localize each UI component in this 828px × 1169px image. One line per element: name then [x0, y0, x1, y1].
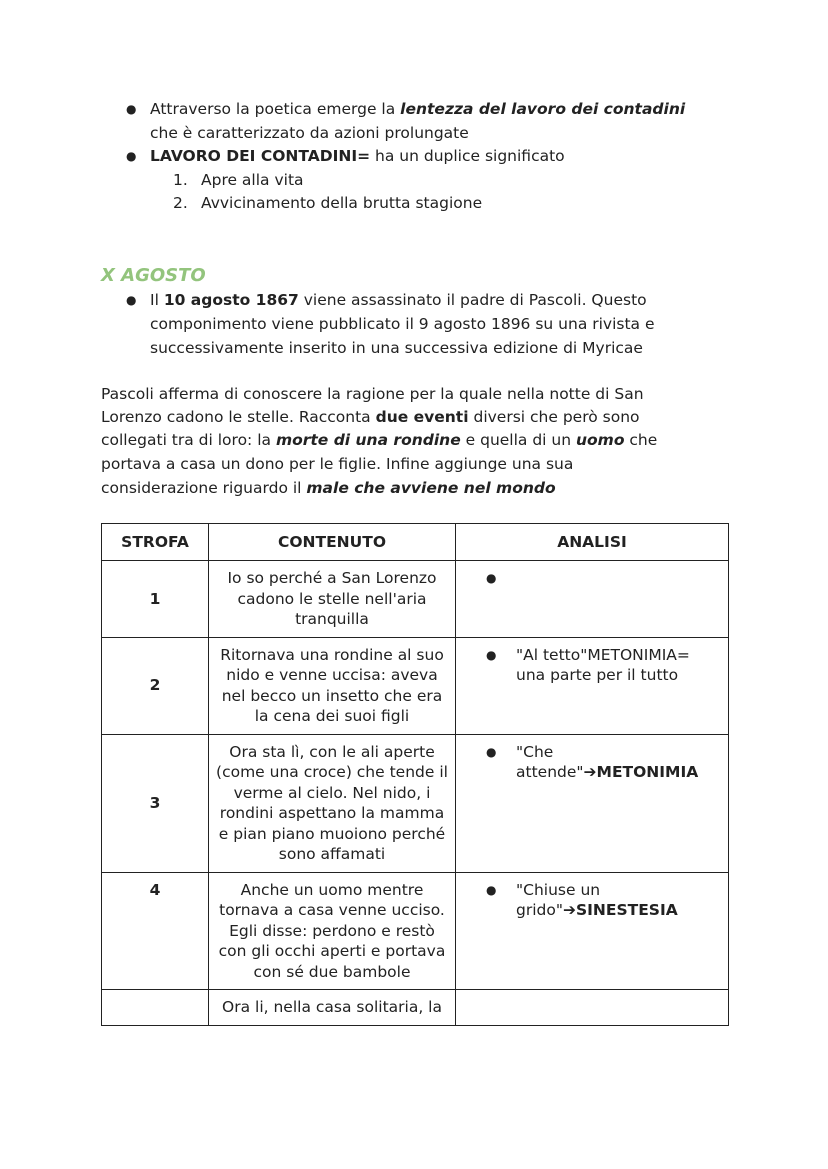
strofa-cell: 1	[102, 561, 209, 638]
bullet-icon: ●	[126, 102, 137, 116]
table-row	[102, 734, 729, 872]
strofe-table	[101, 523, 729, 1026]
contenuto-cell: Ritornava una rondine al suo nido e venne uccisa: aveva nel becco un insetto che era la cena dei suoi figli	[209, 637, 456, 734]
analisi-cell: ● "Al tetto"METONIMIA= una parte per il tutto	[456, 637, 729, 734]
bullet-item-continuation: che è caratterizzato da azioni prolungate	[150, 124, 469, 142]
strofa-cell: 3	[102, 734, 209, 872]
analisi-cell: ● "Chiuse un grido"➔SINESTESIA	[456, 872, 729, 990]
analisi-cell	[456, 561, 729, 638]
contenuto-cell: Io so perché a San Lorenzo cadono le stelle nell'aria tranquilla	[209, 561, 456, 638]
table-row	[102, 990, 729, 1026]
numbered-item: 2. Avvicinamento della brutta stagione	[173, 194, 483, 212]
numbered-item: 1. Apre alla vita	[173, 171, 304, 189]
table-row	[102, 637, 729, 734]
table-header-row	[102, 524, 729, 561]
bullet-item: ● Il 10 agosto 1867 viene assassinato il padre di Pascoli. Questo	[150, 289, 647, 313]
paragraph-line: Lorenzo cadono le stelle. Racconta due eventi diversi che però sono	[101, 408, 640, 426]
bullet-icon: ●	[486, 882, 497, 897]
paragraph-line: Pascoli afferma di conoscere la ragione per la quale nella notte di San	[101, 385, 644, 403]
bullet-icon: ●	[486, 647, 497, 662]
bullet-item: ● LAVORO DEI CONTADINI= ha un duplice significato	[150, 145, 565, 169]
contenuto-cell: Ora li, nella casa solitaria, la	[209, 990, 456, 1026]
section-title: X AGOSTO	[101, 265, 206, 286]
bullet-item-continuation: componimento viene pubblicato il 9 agosto 1896 su una rivista e	[150, 315, 655, 333]
bullet-icon: ●	[486, 571, 497, 585]
bullet-icon: ●	[486, 744, 497, 759]
paragraph-line: portava a casa un dono per le figlie. Infine aggiunge una sua	[101, 455, 574, 473]
bullet-icon: ●	[126, 293, 137, 307]
header-analisi: ANALISI	[456, 524, 729, 561]
bullet-item: ● Attraverso la poetica emerge la lentezza del lavoro dei contadini	[150, 98, 685, 122]
strofa-cell: 2	[102, 637, 209, 734]
table-row	[102, 561, 729, 638]
table-row	[102, 872, 729, 990]
header-contenuto: CONTENUTO	[209, 524, 456, 561]
contenuto-cell: Ora sta lì, con le ali aperte (come una croce) che tende il verme al cielo. Nel nido, i rondini aspettano la mamma e pian piano muoiono perché sono affamati	[209, 734, 456, 872]
strofa-cell: 4	[102, 872, 209, 990]
bullet-icon: ●	[126, 149, 137, 163]
analisi-cell: ● "Che attende"➔METONIMIA	[456, 734, 729, 872]
analisi-cell	[456, 990, 729, 1026]
paragraph-line: collegati tra di loro: la morte di una rondine e quella di un uomo che	[101, 431, 658, 449]
paragraph-line: considerazione riguardo il male che avviene nel mondo	[101, 479, 556, 497]
header-strofa: STROFA	[102, 524, 209, 561]
contenuto-cell: Anche un uomo mentre tornava a casa venne ucciso. Egli disse: perdono e restò con gli occhi aperti e portava con sé due bambole	[209, 872, 456, 990]
bullet-item-continuation: successivamente inserito in una successiva edizione di Myricae	[150, 339, 643, 357]
strofa-cell	[102, 990, 209, 1026]
